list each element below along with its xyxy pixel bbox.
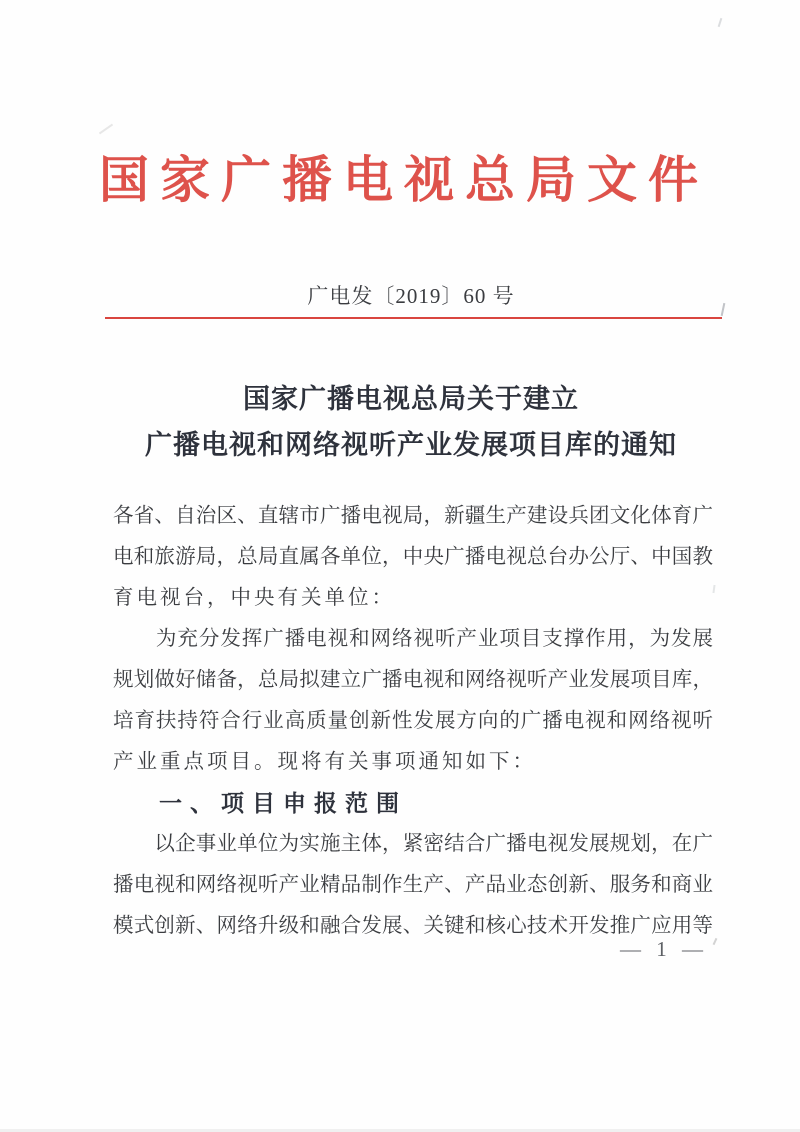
body-line: 为充分发挥广播电视和网络视听产业项目支撑作用，为发展: [113, 628, 713, 650]
body-line: 培育扶持符合行业高质量创新性发展方向的广播电视和网络视听: [113, 710, 713, 732]
body-line: 规划做好储备，总局拟建立广播电视和网络视听产业发展项目库，: [113, 669, 713, 691]
scan-artifact: [718, 18, 723, 27]
notice-title-line-1: 国家广播电视总局关于建立: [243, 384, 579, 414]
red-divider-line: [105, 317, 722, 319]
body-line: 育电视台，中央有关单位：: [113, 587, 395, 609]
body-line: 模式创新、网络升级和融合发展、关键和核心技术开发推广应用等: [113, 915, 713, 937]
letterhead-title: 国家广播电视总局文件: [99, 152, 709, 208]
doc-number: 广电发〔2019〕60 号: [307, 284, 515, 308]
scan-artifact: [99, 124, 113, 135]
section-heading: 一、项目申报范围: [159, 790, 407, 816]
notice-title-line-2: 广播电视和网络视听产业发展项目库的通知: [145, 430, 677, 460]
body-line: 产业重点项目。现将有关事项通知如下：: [113, 751, 536, 773]
page-number: — 1 —: [620, 937, 708, 961]
body-text: [113, 496, 713, 947]
scan-artifact: [713, 938, 718, 945]
notice-title: [11, 376, 800, 468]
body-line: 播电视和网络视听产业精品制作生产、产品业态创新、服务和商业: [113, 874, 713, 896]
body-line: 电和旅游局，总局直属各单位，中央广播电视总台办公厅、中国教: [113, 546, 713, 568]
body-line: 各省、自治区、直辖市广播电视局，新疆生产建设兵团文化体育广: [113, 505, 713, 527]
body-line: 以企事业单位为实施主体，紧密结合广播电视发展规划，在广: [113, 833, 713, 855]
